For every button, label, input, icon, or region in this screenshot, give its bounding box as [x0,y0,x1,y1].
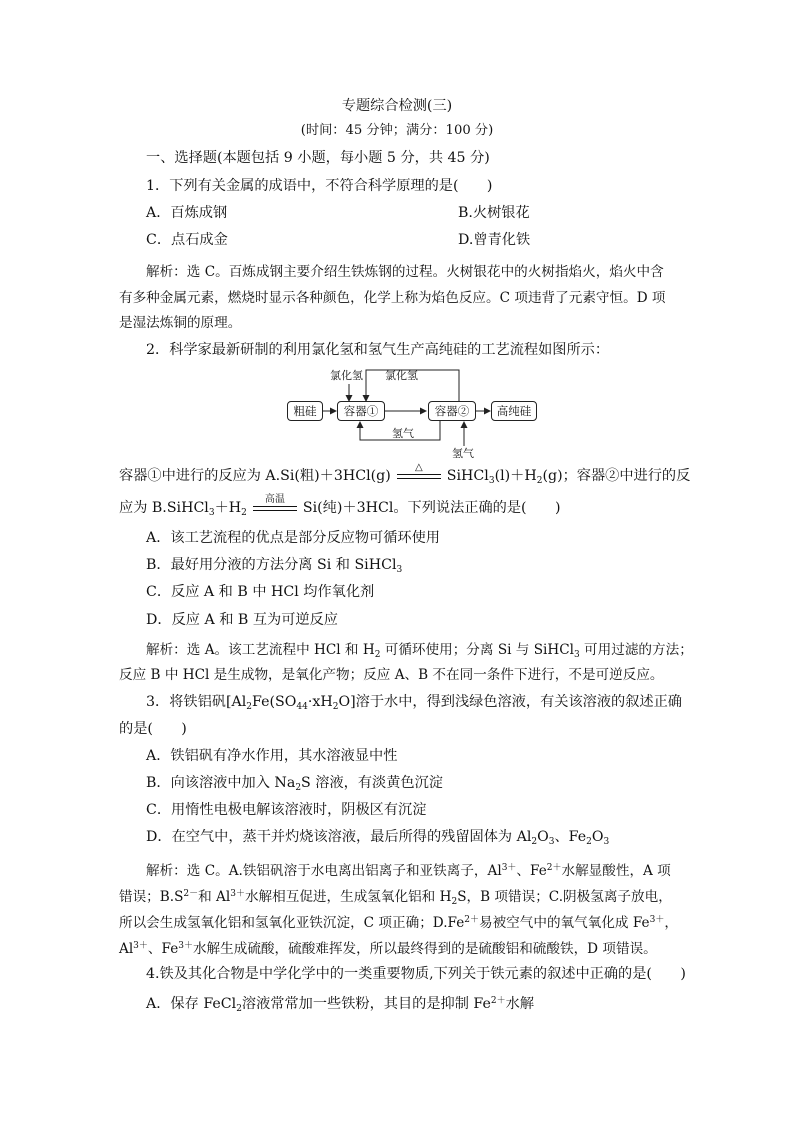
eq2-reactant-2: ＋H [214,500,242,516]
label-h2-in: 氢气 [452,447,474,460]
box-container-1: 容器① [337,401,385,421]
subscript: 2 [241,508,247,518]
text: 3．将铁铝矾[Al [146,694,247,710]
eq2-condition-sign [253,494,297,514]
eq2-condition: 高温 [264,494,285,505]
text: A．保存 FeCl [146,996,237,1012]
subscript: 2 [586,837,592,847]
q2-option-c: C．反应 A 和 B 中 HCl 均作氧化剂 [146,584,375,600]
text: Al [119,941,134,957]
text: O [537,829,549,845]
page-title: 专题综合检测(三) [341,98,453,114]
subscript: 2 [236,1004,242,1014]
eq1-tail: (g)；容器②中进行的反 [542,468,691,484]
q2-equation-line-2 [119,494,561,523]
subscript: 2 [374,650,381,660]
subscript: 2 [246,702,253,712]
text: 所以会生成氢氧化铝和氢氧化亚铁沉淀，C 项正确；D.Fe [119,915,465,931]
q1-analysis-line-1: 解析：选 C。百炼成钢主要介绍生铁炼钢的过程。火树银花中的火树指焰火，焰火中含 [146,264,664,280]
q3-option-c: C．用惰性电极电解该溶液时，阴极区有沉淀 [146,802,427,818]
q3-analysis-line-4 [119,936,657,959]
box-pure-silicon: 高纯硅 [491,401,537,421]
text: 解析：选 C。A.铁铝矾溶于水电离出铝离子和亚铁离子，Al [146,863,502,879]
box-crude-silicon: 粗硅 [287,401,323,421]
subscript: 2 [536,476,543,486]
q3-option-b [146,773,443,798]
superscript: 2－ [183,889,199,899]
text: 水解 [505,996,535,1012]
q3-stem-line-2: 的是( ) [119,721,187,737]
text: 错误；B.S [119,889,184,905]
superscript: 2＋ [490,996,506,1006]
subscript: 2 [531,837,538,847]
subscript: 3 [488,476,495,486]
q1-analysis-line-3: 是湿法炼铜的原理。 [119,315,242,331]
subscript: 4 [296,702,303,712]
q2-analysis-line-2: 反应 B 中 HCl 是生成物，是氧化产物；反应 A、B 不在同一条件下进行，不是可逆反应。 [119,667,664,683]
text: 、Fe [516,863,547,879]
text: ·xH [307,694,333,710]
text: 易被空气中的氧气氧化成 Fe [479,915,650,931]
label-hcl-in: 氯化氢 [330,369,363,382]
text: S，B 项错误；C.阴极氢离子放电， [457,889,672,905]
q3-stem-line-1 [146,692,682,717]
text: D．在空气中，蒸干并灼烧该溶液，最后所得的残留固体为 Al [146,829,532,845]
q4-stem: 4.铁及其化合物是中学化学中的一类重要物质,下列关于铁元素的叙述中正确的是( ) [146,966,686,982]
eq1-reactants: 容器①中进行的反应为 A.Si(粗)＋3HCl(g) [119,468,391,484]
section-heading: 一、选择题(本题包括 9 小题，每小题 5 分，共 45 分) [146,150,490,166]
q1-analysis-line-2: 有多种金属元素，燃烧时显示各种颜色，化学上称为焰色反应。C 项违背了元素守恒。D 项 [119,290,666,306]
subscript: 3 [573,650,580,660]
text: 可循环使用；分离 Si 与 SiHCl [380,642,574,658]
q2-analysis-line-1 [146,640,693,665]
q3-option-d [146,827,609,852]
superscript: 3＋ [133,941,148,951]
q2-option-b-text: B．最好用分液的方法分离 Si 和 SiHCl [146,557,397,573]
text: 、Fe [554,829,587,845]
text: 水解显酸性，A 项 [561,863,671,879]
text: 、Fe [147,941,179,957]
text: 可用过滤的方法； [579,642,693,658]
superscript: 2＋ [464,915,479,925]
page-subtitle: (时间：45 分钟；满分：100 分) [300,123,494,138]
text: S 溶液，有淡黄色沉淀 [301,775,443,791]
q2-option-d: D．反应 A 和 B 互为可逆反应 [146,612,338,628]
text: O [591,829,604,845]
box-container-2: 容器② [428,401,476,421]
text: B．向该溶液中加入 Na [146,775,296,791]
subscript: 3 [396,565,403,575]
superscript: 3＋ [649,915,665,925]
eq1-product-2: (l)＋H [494,468,537,484]
superscript: 2＋ [546,863,562,873]
subscript: 3 [208,508,215,518]
q2-equation-line-1 [119,462,691,491]
q4-option-a [146,991,534,1019]
q1-option-d: D.曾青化铁 [458,232,531,248]
text: O]溶于水中，得到浅绿色溶液，有关该溶液的叙述正确 [338,694,682,710]
eq1-condition-sign [397,462,441,482]
q2-stem: 2．科学家最新研制的利用氯化氢和氢气生产高纯硅的工艺流程如图所示： [146,342,610,358]
text: 解析：选 A。该工艺流程中 HCl 和 H [146,642,375,658]
subscript: 2 [332,702,339,712]
text: 水解相互促进，生成氢氧化铝和 H [244,889,452,905]
superscript: 3＋ [178,941,193,951]
q3-analysis-line-2 [119,884,672,912]
q3-analysis-line-1 [146,858,671,881]
label-h2-recycle: 氢气 [392,427,414,440]
label-hcl-recycle: 氯化氢 [385,369,418,382]
q1-option-b: B.火树银花 [458,205,530,221]
text: 溶液常常加一些铁粉，其目的是抑制 Fe [241,996,491,1012]
q1-stem: 1．下列有关金属的成语中，不符合科学原理的是( ) [146,178,493,194]
q2-option-a: A．该工艺流程的优点是部分反应物可循环使用 [146,530,440,546]
subscript: 2 [295,783,302,793]
eq2-tail: Si(纯)＋3HCl。下列说法正确的是( ) [302,500,561,516]
superscript: 3＋ [230,889,245,899]
eq1-product: SiHCl [446,468,489,484]
text: ， [664,915,678,931]
text: 和 Al [198,889,231,905]
q1-option-c: C．点石成金 [146,232,228,248]
q3-analysis-line-3 [119,910,678,933]
eq1-condition: △ [414,462,423,473]
q2-option-b [146,555,402,580]
q3-option-a: A．铁铝矾有净水作用，其水溶液显中性 [146,748,398,764]
subscript: 3 [603,837,610,847]
flow-arrows [0,0,794,470]
text: Fe(SO [252,694,297,710]
q1-option-a: A．百炼成钢 [146,205,228,221]
text: 水解生成硫酸，硫酸难挥发，所以最终得到的是硫酸铝和硫酸铁，D 项错误。 [192,941,657,957]
superscript: 3＋ [501,863,517,873]
subscript: 2 [451,897,458,907]
subscript: 4 [302,702,308,712]
eq2-reactant: 应为 B.SiHCl [119,500,209,516]
subscript: 3 [548,837,555,847]
